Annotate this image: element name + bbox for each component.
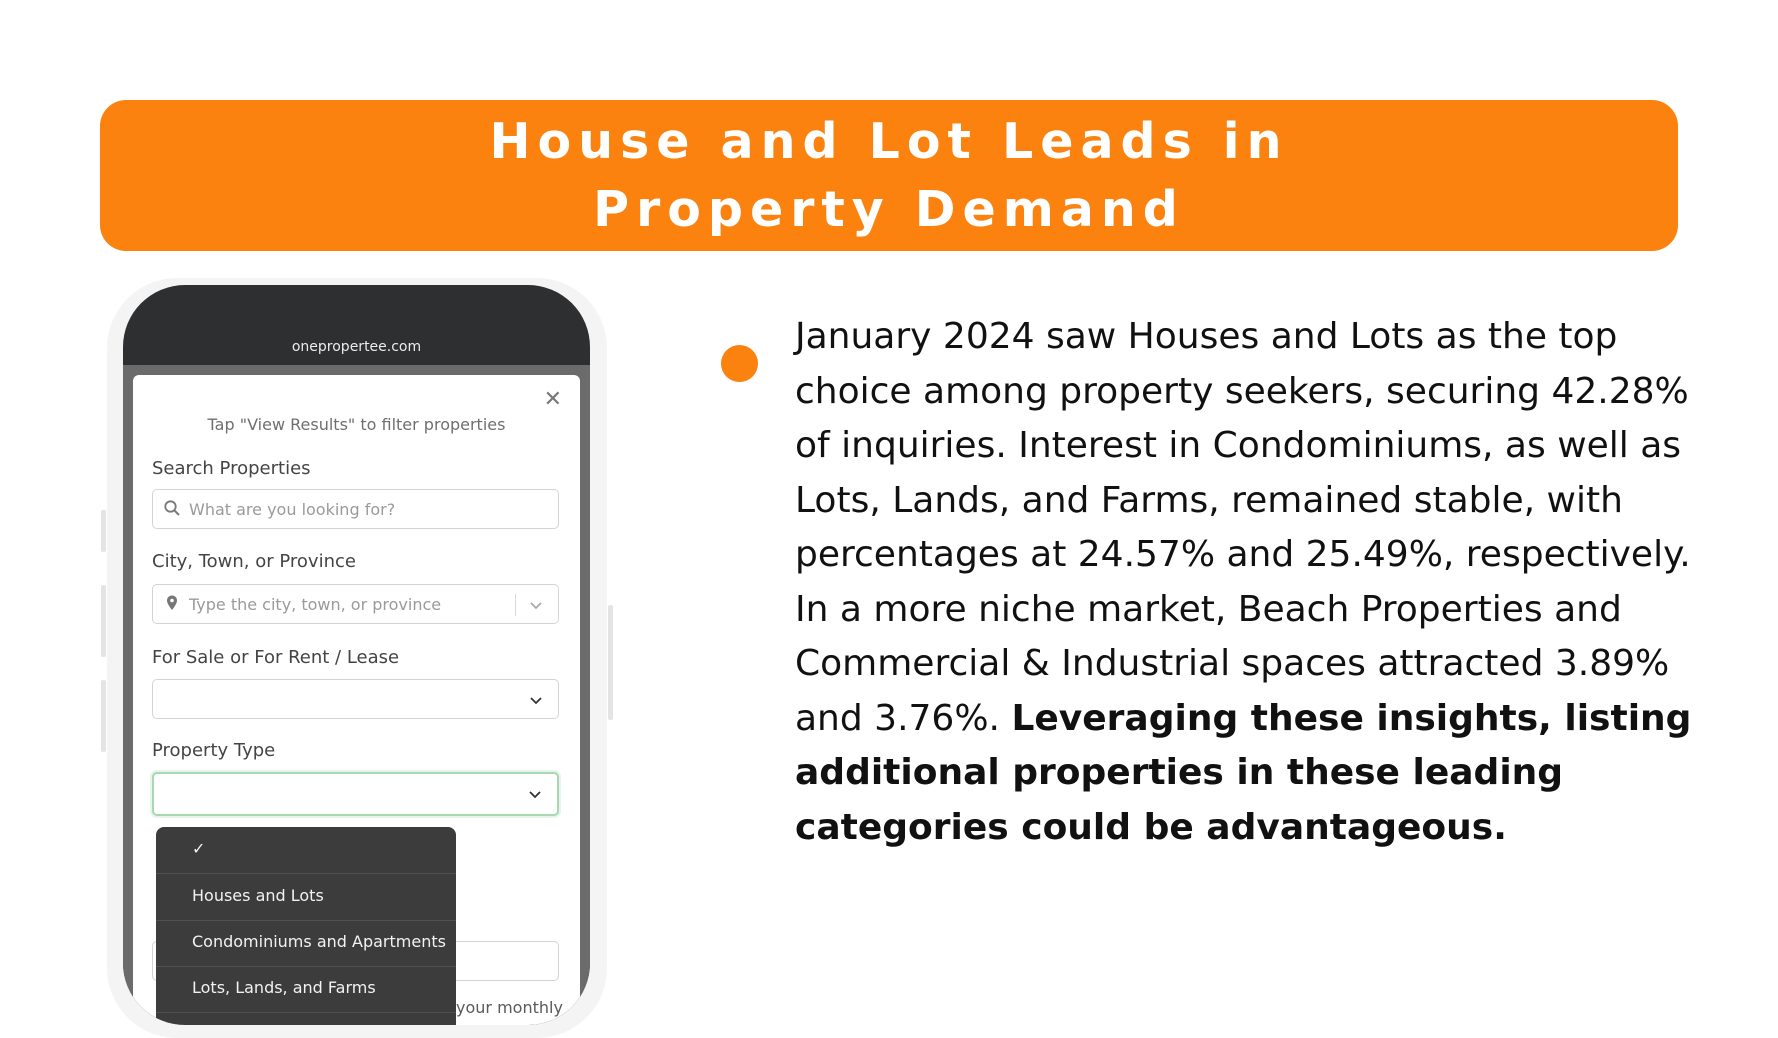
phone-frame (123, 285, 590, 1025)
location-pin-icon (163, 594, 181, 612)
bullet-point (721, 345, 758, 382)
dropdown-option-label: Houses and Lots (192, 886, 324, 905)
checkmark-icon: ✓ (192, 839, 206, 858)
property-type-dropdown (156, 827, 456, 1025)
city-label: City, Town, or Province (152, 551, 356, 572)
search-icon (163, 499, 181, 517)
search-placeholder: What are you looking for? (189, 500, 396, 519)
chevron-down-icon (528, 692, 544, 708)
dropdown-option-label: Lots, Lands, and Farms (192, 978, 376, 997)
modal-hint: Tap "View Results" to filter properties (207, 415, 506, 434)
dropdown-option-condominiums[interactable] (156, 920, 456, 967)
chevron-down-icon[interactable] (528, 597, 544, 613)
browser-url[interactable]: onepropertee.com (291, 339, 422, 355)
partial-helper-text: your monthly (456, 998, 563, 1017)
sale-label: For Sale or For Rent / Lease (152, 647, 400, 668)
dropdown-option-houses[interactable] (156, 874, 456, 921)
title-line-2: Property Demand (593, 180, 1185, 238)
property-type-select[interactable] (152, 772, 559, 816)
close-icon[interactable]: ✕ (543, 387, 562, 412)
filter-modal (133, 375, 580, 1025)
city-input[interactable] (152, 584, 559, 624)
phone-side-button (608, 605, 613, 720)
property-type-label: Property Type (152, 740, 276, 761)
phone-side-button (101, 510, 106, 552)
body-text: January 2024 saw Houses and Lots as the top choice among property seekers, securing 42.28% of inquiries. Interest in Condominiums, as well as Lots, Lands, and Farms, remained stable, with percentages at 24.57% and 25.49%, respectively. In a more niche market, Beach Properties and Commercial & Industrial spaces attracted 3.89% and 3.76%. (795, 316, 1691, 739)
dropdown-option-lots[interactable] (156, 966, 456, 1013)
title-banner (100, 100, 1678, 251)
phone-screen (123, 365, 590, 1025)
title-line-1: House and Lot Leads in (489, 112, 1289, 170)
search-input[interactable] (152, 489, 559, 529)
city-placeholder: Type the city, town, or province (189, 595, 442, 614)
phone-side-button (101, 585, 106, 657)
divider (515, 594, 516, 616)
phone-side-button (101, 680, 106, 752)
sale-select[interactable] (152, 679, 559, 719)
search-label: Search Properties (152, 458, 311, 479)
chevron-down-icon (527, 786, 543, 802)
dropdown-option-label: Condominiums and Apartments (192, 932, 446, 951)
dropdown-option-blank[interactable] (156, 827, 456, 874)
body-paragraph (795, 310, 1695, 855)
body-bold-text: Leveraging these insights, listing additional properties in these leading categories could be advantageous. (795, 697, 1692, 848)
